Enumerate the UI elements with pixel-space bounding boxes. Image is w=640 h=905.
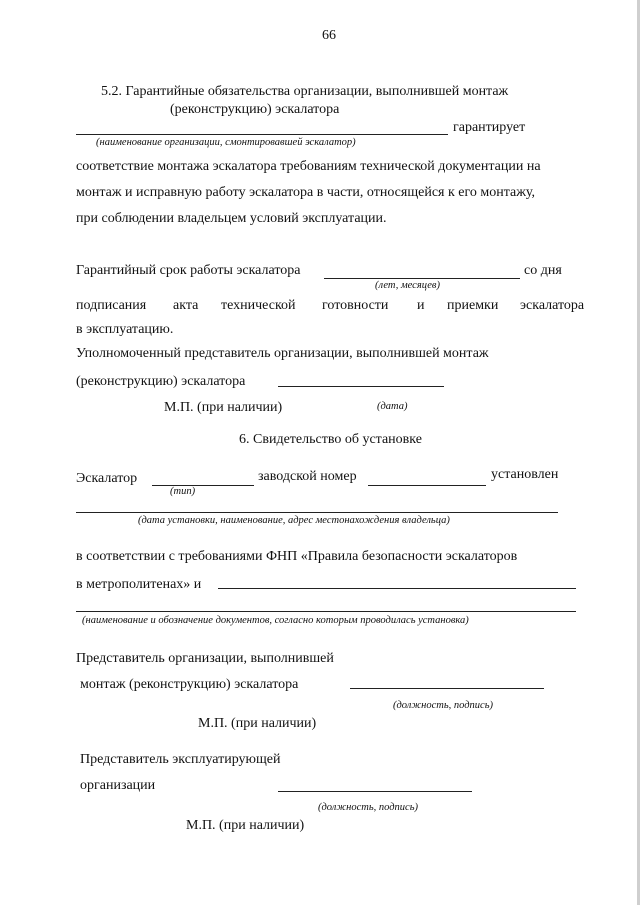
operator-seal-note: М.П. (при наличии): [186, 818, 305, 833]
representative-line2: (реконструкцию) эскалатора: [76, 374, 246, 389]
from-day-label: со дня: [524, 263, 562, 278]
factory-number-field[interactable]: [368, 469, 486, 486]
guarantees-word: гарантирует: [453, 120, 526, 135]
installer-position-caption: (должность, подпись): [393, 700, 493, 711]
escalator-type-field[interactable]: [152, 469, 254, 486]
body-line2: монтаж и исправную работу эскалатора в части, относящейся к его монтажу,: [76, 185, 536, 200]
installer-line2: монтаж (реконструкцию) эскалатора: [80, 677, 299, 692]
page-number: 66: [322, 28, 336, 43]
operator-signature-field[interactable]: [278, 775, 472, 792]
documents-field-1[interactable]: [218, 572, 576, 589]
signing-word-1: подписания: [76, 298, 147, 313]
signing-word-2: акта: [173, 298, 199, 313]
warranty-label: Гарантийный срок работы эскалатора: [76, 263, 301, 278]
documents-caption: (наименование и обозначение документов, согласно которым проводилась установка): [82, 615, 469, 626]
factory-number-label: заводской номер: [258, 469, 357, 484]
section-title-line1: 5.2. Гарантийные обязательства организации, выполнившей монтаж: [101, 84, 509, 99]
installer-seal-note: М.П. (при наличии): [198, 716, 317, 731]
date-caption: (дата): [377, 401, 408, 412]
escalator-label: Эскалатор: [76, 471, 138, 486]
signing-word-6: приемки: [447, 298, 499, 313]
organization-name-field[interactable]: [76, 134, 448, 135]
signing-word-4: готовности: [322, 298, 389, 313]
period-caption: (лет, месяцев): [375, 280, 440, 291]
signing-word-7: эскалатора: [520, 298, 585, 313]
installer-line1: Представитель организации, выполнившей: [76, 651, 334, 666]
installed-label: установлен: [491, 467, 559, 482]
certificate-title: 6. Свидетельство об установке: [239, 432, 422, 447]
warranty-period-field[interactable]: [324, 262, 520, 279]
installation-caption: (дата установки, наименование, адрес местонахождения владельца): [138, 515, 450, 526]
representative-line1: Уполномоченный представитель организации, выполнившей монтаж: [76, 346, 489, 361]
into-operation: в эксплуатацию.: [76, 322, 174, 337]
compliance-line2: в метрополитенах» и: [76, 577, 202, 592]
body-line1: соответствие монтажа эскалатора требованиям технической документации на: [76, 159, 541, 174]
section-title-line2: (реконструкцию) эскалатора: [170, 102, 340, 117]
type-caption: (тип): [170, 486, 196, 497]
body-line3: при соблюдении владельцем условий эксплуатации.: [76, 211, 387, 226]
operator-position-caption: (должность, подпись): [318, 802, 418, 813]
documents-field-2[interactable]: [76, 611, 576, 612]
compliance-line1: в соответствии с требованиями ФНП «Правила безопасности эскалаторов: [76, 549, 518, 564]
operator-line1: Представитель эксплуатирующей: [80, 752, 281, 767]
date-field[interactable]: [278, 370, 444, 387]
seal-note: М.П. (при наличии): [164, 400, 283, 415]
installation-details-field[interactable]: [76, 512, 558, 513]
operator-line2: организации: [80, 778, 156, 793]
signing-word-3: технической: [221, 298, 296, 313]
installer-signature-field[interactable]: [350, 672, 544, 689]
organization-name-caption: (наименование организации, смонтировавшей эскалатор): [96, 137, 356, 148]
signing-word-5: и: [417, 298, 425, 313]
